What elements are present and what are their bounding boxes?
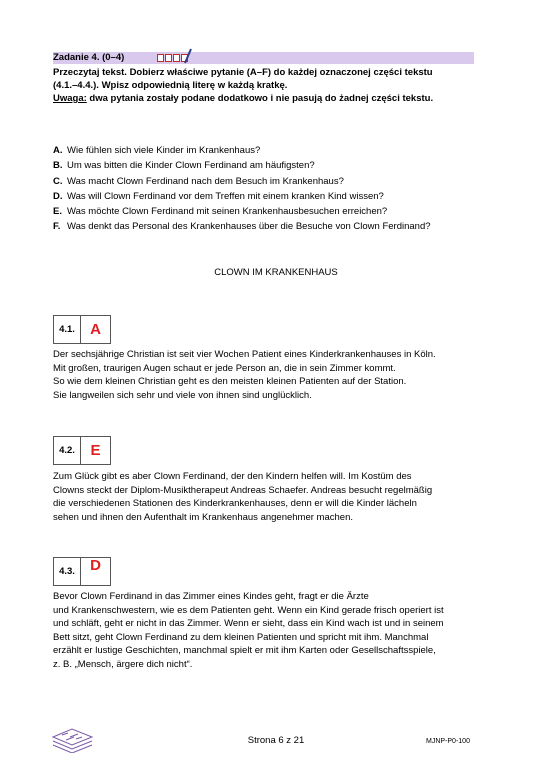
option-item [53, 189, 513, 204]
paragraph-line: z. B. „Mensch, ärgere dich nicht“. [53, 658, 193, 670]
story-title: CLOWN IM KRANKENHAUS [214, 267, 338, 278]
instructions-line-1: Przeczytaj tekst. Dobierz właściwe pytanie (A–F) do każdej oznaczonej części tekstu [53, 67, 433, 78]
paragraph-line: und schläft, geht er nicht in das Zimmer. Wenn er sieht, dass ein Kind wach ist und in seinem [53, 618, 444, 629]
task-label: Zadanie 4. (0–4) [53, 52, 125, 63]
option-item [53, 204, 513, 219]
score-box [165, 54, 172, 62]
score-box [173, 54, 180, 62]
paragraph-line: So wie dem kleinen Christian geht es den meisten kleinen Patienten auf der Station. [53, 376, 407, 387]
task-header [53, 52, 474, 64]
option-text: Um was bitten die Kinder Clown Ferdinand am häufigsten? [67, 160, 315, 172]
page-number: Strona 6 z 21 [247, 735, 305, 746]
uwaga-label: Uwaga: [53, 93, 87, 104]
paragraph-line: Bevor Clown Ferdinand in das Zimmer eines Kindes geht, fragt er die Ärzte [53, 591, 369, 602]
paragraph-line: Clowns steckt der Diplom-Musiktherapeut Andreas Schaefer. Andreas besucht regelmäßig [53, 484, 433, 496]
instructions-note [53, 92, 493, 105]
pen-icon [183, 48, 193, 64]
paragraph-line: sehen und ihnen den Aufenthalt im Krankenhaus angenehmer machen. [53, 511, 353, 523]
option-item [53, 219, 513, 234]
option-text: Wie fühlen sich viele Kinder im Krankenhaus? [67, 145, 261, 156]
option-letter: E. [53, 206, 62, 218]
option-letter: C. [53, 175, 63, 187]
answer-letter[interactable]: D [90, 557, 101, 574]
score-box [157, 54, 164, 62]
option-letter: B. [53, 160, 63, 172]
paragraph-line: Zum Glück gibt es aber Clown Ferdinand, der den Kindern helfen will. Im Kostüm des [53, 471, 412, 482]
paragraph-4-1 [53, 348, 505, 402]
option-item [53, 143, 513, 158]
option-text: Was möchte Clown Ferdinand mit seinen Krankenhausbesuchen erreichen? [67, 206, 388, 218]
option-text: Was denkt das Personal des Krankenhauses über die Besuche von Clown Ferdinand? [67, 221, 431, 233]
paragraph-4-3 [53, 590, 505, 671]
paragraph-line: Mit großen, traurigen Augen schaut er jede Person an, die in sein Zimmer kommt. [53, 362, 396, 374]
option-letter: A. [53, 145, 63, 156]
answer-letter[interactable]: E [90, 442, 101, 459]
paragraph-4-2 [53, 470, 505, 524]
option-text: Was will Clown Ferdinand vor dem Treffen mit einem kranken Kind wissen? [67, 190, 384, 202]
answer-number: 4.1. [54, 316, 81, 343]
answer-number: 4.3. [54, 558, 81, 585]
answer-number: 4.2. [54, 437, 81, 464]
answer-box-4-2[interactable] [53, 436, 111, 465]
options-list [53, 143, 513, 235]
option-item [53, 174, 513, 189]
paragraph-line: erzählt er lustige Geschichten, manchmal spielt er mit ihm Karten oder Gesellschaftsspiele, [53, 645, 436, 656]
paragraph-line: Der sechsjährige Christian ist seit vier Wochen Patient eines Kinderkrankenhauses in Köln. [53, 349, 436, 360]
paragraph-line: und Krankenschwestern, wie es dem Patienten geht. Wenn ein Kind gerade frisch operiert ist [53, 604, 444, 616]
answer-box-4-3[interactable] [53, 557, 111, 586]
option-letter: D. [53, 190, 63, 202]
instructions-line-2: (4.1.–4.4.). Wpisz odpowiednią literę w każdą kratkę. [53, 80, 288, 91]
paragraph-line: Bett sitzt, geht Clown Ferdinand zu dem kleinen Patienten und spricht mit ihm. Manchmal [53, 631, 429, 643]
document-code: MJNP-P0-100 [426, 738, 470, 745]
answer-box-4-1[interactable] [53, 315, 111, 344]
paragraph-line: die verschiedenen Stationen des Kinderkrankenhauses, denn er will die Kinder lächeln [53, 498, 417, 509]
paragraph-line: Sie langweilen sich sehr und viele von ihnen sind unglücklich. [53, 389, 312, 401]
option-item [53, 158, 513, 173]
instructions [53, 66, 493, 105]
uwaga-text: dwa pytania zostały podane dodatkowo i nie pasują do żadnej części tekstu. [86, 93, 434, 104]
option-text: Was macht Clown Ferdinand nach dem Besuch im Krankenhaus? [67, 175, 344, 187]
option-letter: F. [53, 221, 61, 233]
answer-letter[interactable]: A [90, 321, 101, 338]
